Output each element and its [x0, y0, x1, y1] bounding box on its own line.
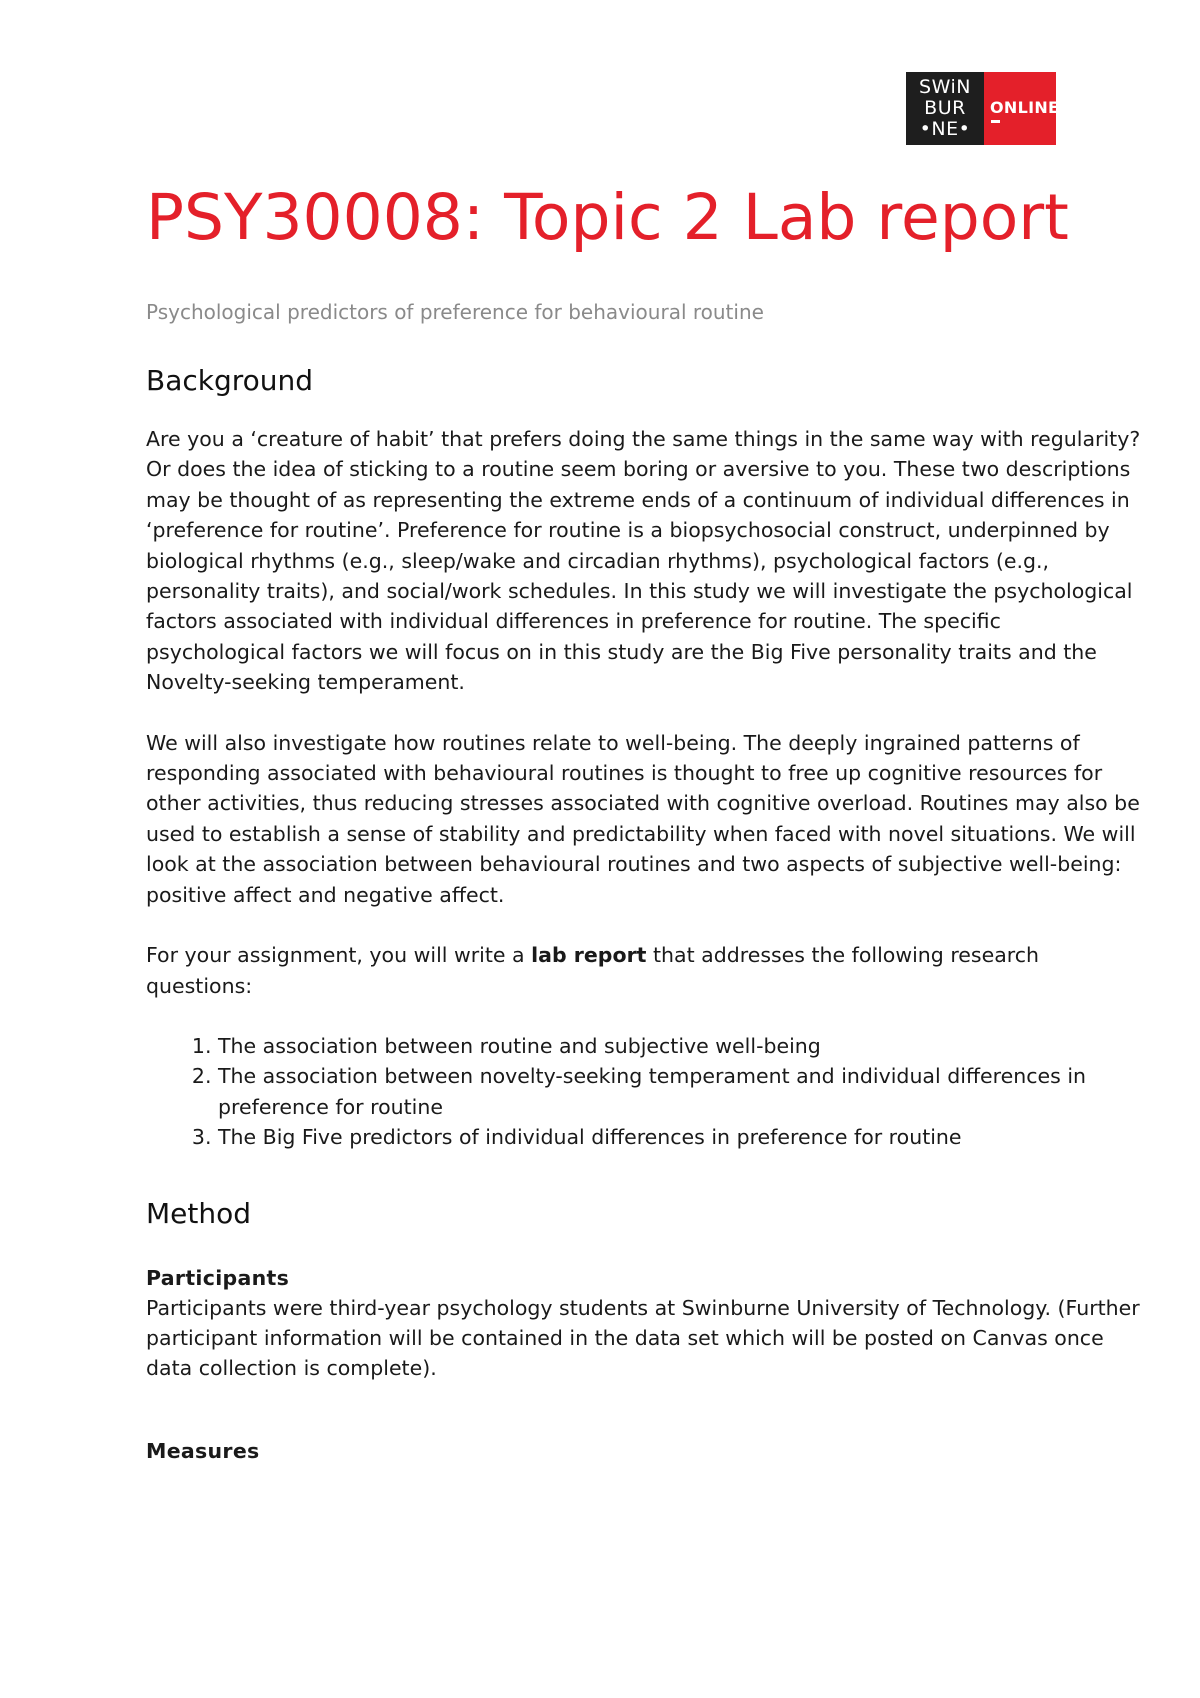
participants-paragraph: Participants were third-year psychology students at Swinburne University of Technology. (Further participant information will be contained in the data set which will be posted on Canvas once data collection is complete). [146, 1295, 1140, 1381]
paragraph-3-tail: that addresses the following research questions: [146, 943, 1040, 998]
paragraph-3-lead: For your assignment, you will write a [146, 943, 532, 968]
logo-online-block [984, 72, 1060, 145]
logo-wordmark [906, 72, 984, 145]
logo-line-2: BUR [924, 97, 966, 119]
research-questions-list [146, 1031, 1146, 1153]
logo-line-1: SWiN [919, 76, 971, 98]
document-body [146, 360, 1146, 1466]
page-subtitle: Psychological predictors of preference for behavioural routine [146, 300, 764, 324]
measures-heading: Measures [146, 1438, 260, 1463]
list-item: 1. The association between routine and subjective well-being [218, 1031, 1146, 1061]
logo-dash [991, 120, 1000, 123]
swinburne-online-logo [906, 72, 1060, 145]
list-item: 3. The Big Five predictors of individual differences in preference for routine [218, 1122, 1146, 1152]
list-item: 2. The association between novelty-seeking temperament and individual differences in preference for routine [218, 1061, 1146, 1122]
background-paragraph-2: We will also investigate how routines relate to well-being. The deeply ingrained patterns of responding associated with behavioural routines is thought to free up cognitive resources for other activities, thus reducing stresses associated with cognitive overload. Routines may also be used to establish a sense of stability and predictability when faced with novel situations. We will look at the association between behavioural routines and two aspects of subjective well-being: positive affect and negative affect. [146, 730, 1140, 907]
method-heading: Method [146, 1196, 252, 1230]
page-title: PSY30008: Topic 2 Lab report [146, 181, 1069, 254]
logo-online-text: ONLINE [990, 98, 1060, 117]
lab-report-emphasis: lab report [531, 943, 647, 968]
logo-line-3: •NE• [919, 118, 971, 140]
background-paragraph-1: Are you a ‘creature of habit’ that prefers doing the same things in the same way with regularity? Or does the idea of sticking to a routine seem boring or aversive to you. These two descriptions may be thought of as representing the extreme ends of a continuum of individual differences in ‘preference for routine’. Preference for routine is a biopsychosocial construct, underpinned by biological rhythms (e.g., sleep/wake and circadian rhythms), psychological factors (e.g., personality traits), and social/work schedules. In this study we will investigate the psychological factors associated with individual differences in preference for routine. The specific psychological factors we will focus on in this study are the Big Five personality traits and the Novelty-seeking temperament. [146, 427, 1141, 695]
background-paragraph-3 [146, 940, 1146, 1001]
participants-heading: Participants [146, 1265, 290, 1290]
background-heading: Background [146, 364, 314, 397]
